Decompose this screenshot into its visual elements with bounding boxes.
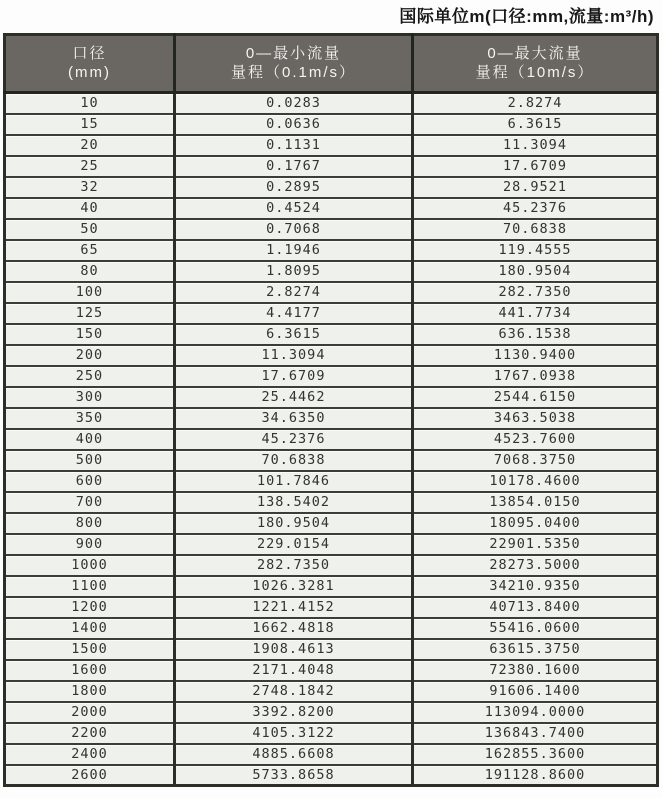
- diameter-cell: 350: [5, 408, 175, 429]
- table-row: [5, 660, 658, 681]
- diameter-cell: 20: [5, 135, 175, 156]
- table-row: [5, 576, 658, 597]
- min-flow-cell: 5733.8658: [175, 765, 413, 786]
- min-flow-cell: 1.8095: [175, 261, 413, 282]
- table-row: [5, 198, 658, 219]
- diameter-cell: 1600: [5, 660, 175, 681]
- max-flow-cell: 45.2376: [413, 198, 658, 219]
- diameter-cell: 65: [5, 240, 175, 261]
- max-flow-cell: 119.4555: [413, 240, 658, 261]
- max-flow-cell: 7068.3750: [413, 450, 658, 471]
- diameter-cell: 600: [5, 471, 175, 492]
- diameter-cell: 900: [5, 534, 175, 555]
- table-row: [5, 723, 658, 744]
- min-flow-cell: 229.0154: [175, 534, 413, 555]
- min-flow-cell: 101.7846: [175, 471, 413, 492]
- max-flow-cell: 441.7734: [413, 303, 658, 324]
- min-flow-cell: 180.9504: [175, 513, 413, 534]
- max-flow-cell: 113094.0000: [413, 702, 658, 723]
- header-diameter-line2: (mm): [68, 64, 111, 81]
- min-flow-cell: 4105.3122: [175, 723, 413, 744]
- diameter-cell: 1000: [5, 555, 175, 576]
- max-flow-cell: 34210.9350: [413, 576, 658, 597]
- diameter-cell: 2400: [5, 744, 175, 765]
- min-flow-cell: 0.0636: [175, 114, 413, 135]
- min-flow-cell: 3392.8200: [175, 702, 413, 723]
- table-row: [5, 114, 658, 135]
- header-max-flow-line2: 量程（10m/s）: [475, 64, 595, 81]
- min-flow-cell: 0.0283: [175, 93, 413, 114]
- max-flow-cell: 63615.3750: [413, 639, 658, 660]
- table-row: [5, 765, 658, 786]
- table-row: [5, 534, 658, 555]
- max-flow-cell: 3463.5038: [413, 408, 658, 429]
- flow-range-table: [3, 33, 659, 787]
- diameter-cell: 1500: [5, 639, 175, 660]
- max-flow-cell: 136843.7400: [413, 723, 658, 744]
- diameter-cell: 40: [5, 198, 175, 219]
- diameter-cell: 25: [5, 156, 175, 177]
- table-row: [5, 618, 658, 639]
- diameter-cell: 700: [5, 492, 175, 513]
- max-flow-cell: 180.9504: [413, 261, 658, 282]
- diameter-cell: 400: [5, 429, 175, 450]
- min-flow-cell: 282.7350: [175, 555, 413, 576]
- min-flow-cell: 0.2895: [175, 177, 413, 198]
- max-flow-cell: 11.3094: [413, 135, 658, 156]
- table-header: [5, 35, 658, 93]
- table-row: [5, 681, 658, 702]
- table-row: [5, 513, 658, 534]
- table-row: [5, 282, 658, 303]
- header-max-flow-line1: 0—最大流量: [487, 45, 583, 62]
- table-row: [5, 261, 658, 282]
- header-diameter: [5, 35, 175, 93]
- min-flow-cell: 4885.6608: [175, 744, 413, 765]
- table-row: [5, 177, 658, 198]
- max-flow-cell: 17.6709: [413, 156, 658, 177]
- diameter-cell: 500: [5, 450, 175, 471]
- min-flow-cell: 0.1131: [175, 135, 413, 156]
- min-flow-cell: 0.7068: [175, 219, 413, 240]
- max-flow-cell: 191128.8600: [413, 765, 658, 786]
- max-flow-cell: 91606.1400: [413, 681, 658, 702]
- table-row: [5, 555, 658, 576]
- diameter-cell: 1400: [5, 618, 175, 639]
- header-min-flow-line2: 量程（0.1m/s）: [230, 64, 356, 81]
- diameter-cell: 125: [5, 303, 175, 324]
- diameter-cell: 50: [5, 219, 175, 240]
- diameter-cell: 80: [5, 261, 175, 282]
- table-row: [5, 429, 658, 450]
- diameter-cell: 150: [5, 324, 175, 345]
- diameter-cell: 15: [5, 114, 175, 135]
- table-row: [5, 324, 658, 345]
- min-flow-cell: 0.1767: [175, 156, 413, 177]
- max-flow-cell: 1130.9400: [413, 345, 658, 366]
- min-flow-cell: 1662.4818: [175, 618, 413, 639]
- max-flow-cell: 72380.1600: [413, 660, 658, 681]
- table-row: [5, 93, 658, 114]
- max-flow-cell: 28273.5000: [413, 555, 658, 576]
- header-min-flow: [175, 35, 413, 93]
- diameter-cell: 2600: [5, 765, 175, 786]
- table-row: [5, 450, 658, 471]
- table-row: [5, 219, 658, 240]
- diameter-cell: 1800: [5, 681, 175, 702]
- min-flow-cell: 2171.4048: [175, 660, 413, 681]
- min-flow-cell: 4.4177: [175, 303, 413, 324]
- min-flow-cell: 1908.4613: [175, 639, 413, 660]
- max-flow-cell: 55416.0600: [413, 618, 658, 639]
- max-flow-cell: 2544.6150: [413, 387, 658, 408]
- max-flow-cell: 28.9521: [413, 177, 658, 198]
- max-flow-cell: 4523.7600: [413, 429, 658, 450]
- table-row: [5, 639, 658, 660]
- max-flow-cell: 18095.0400: [413, 513, 658, 534]
- min-flow-cell: 34.6350: [175, 408, 413, 429]
- min-flow-cell: 2748.1842: [175, 681, 413, 702]
- header-min-flow-line1: 0—最小流量: [245, 45, 342, 62]
- max-flow-cell: 10178.4600: [413, 471, 658, 492]
- min-flow-cell: 11.3094: [175, 345, 413, 366]
- table-row: [5, 387, 658, 408]
- diameter-cell: 100: [5, 282, 175, 303]
- table-row: [5, 240, 658, 261]
- min-flow-cell: 45.2376: [175, 429, 413, 450]
- table-row: [5, 135, 658, 156]
- diameter-cell: 10: [5, 93, 175, 114]
- min-flow-cell: 6.3615: [175, 324, 413, 345]
- diameter-cell: 32: [5, 177, 175, 198]
- min-flow-cell: 70.6838: [175, 450, 413, 471]
- diameter-cell: 800: [5, 513, 175, 534]
- min-flow-cell: 1221.4152: [175, 597, 413, 618]
- diameter-cell: 2000: [5, 702, 175, 723]
- table-row: [5, 303, 658, 324]
- table-row: [5, 702, 658, 723]
- max-flow-cell: 282.7350: [413, 282, 658, 303]
- max-flow-cell: 636.1538: [413, 324, 658, 345]
- max-flow-cell: 6.3615: [413, 114, 658, 135]
- table-row: [5, 744, 658, 765]
- diameter-cell: 1200: [5, 597, 175, 618]
- table-row: [5, 156, 658, 177]
- diameter-cell: 200: [5, 345, 175, 366]
- max-flow-cell: 2.8274: [413, 93, 658, 114]
- min-flow-cell: 1026.3281: [175, 576, 413, 597]
- table-row: [5, 492, 658, 513]
- max-flow-cell: 22901.5350: [413, 534, 658, 555]
- table-row: [5, 366, 658, 387]
- max-flow-cell: 1767.0938: [413, 366, 658, 387]
- page-title: 国际单位m(口径:mm,流量:m³/h): [399, 7, 654, 26]
- max-flow-cell: 162855.3600: [413, 744, 658, 765]
- table-row: [5, 471, 658, 492]
- min-flow-cell: 1.1946: [175, 240, 413, 261]
- min-flow-cell: 138.5402: [175, 492, 413, 513]
- diameter-cell: 2200: [5, 723, 175, 744]
- min-flow-cell: 25.4462: [175, 387, 413, 408]
- table-row: [5, 408, 658, 429]
- max-flow-cell: 13854.0150: [413, 492, 658, 513]
- min-flow-cell: 2.8274: [175, 282, 413, 303]
- header-max-flow: [413, 35, 658, 93]
- header-diameter-line1: 口径: [72, 45, 107, 62]
- table-row: [5, 597, 658, 618]
- table-body: [5, 93, 658, 786]
- table-row: [5, 345, 658, 366]
- max-flow-cell: 70.6838: [413, 219, 658, 240]
- min-flow-cell: 0.4524: [175, 198, 413, 219]
- header-row: [5, 35, 658, 93]
- min-flow-cell: 17.6709: [175, 366, 413, 387]
- diameter-cell: 300: [5, 387, 175, 408]
- diameter-cell: 1100: [5, 576, 175, 597]
- max-flow-cell: 40713.8400: [413, 597, 658, 618]
- diameter-cell: 250: [5, 366, 175, 387]
